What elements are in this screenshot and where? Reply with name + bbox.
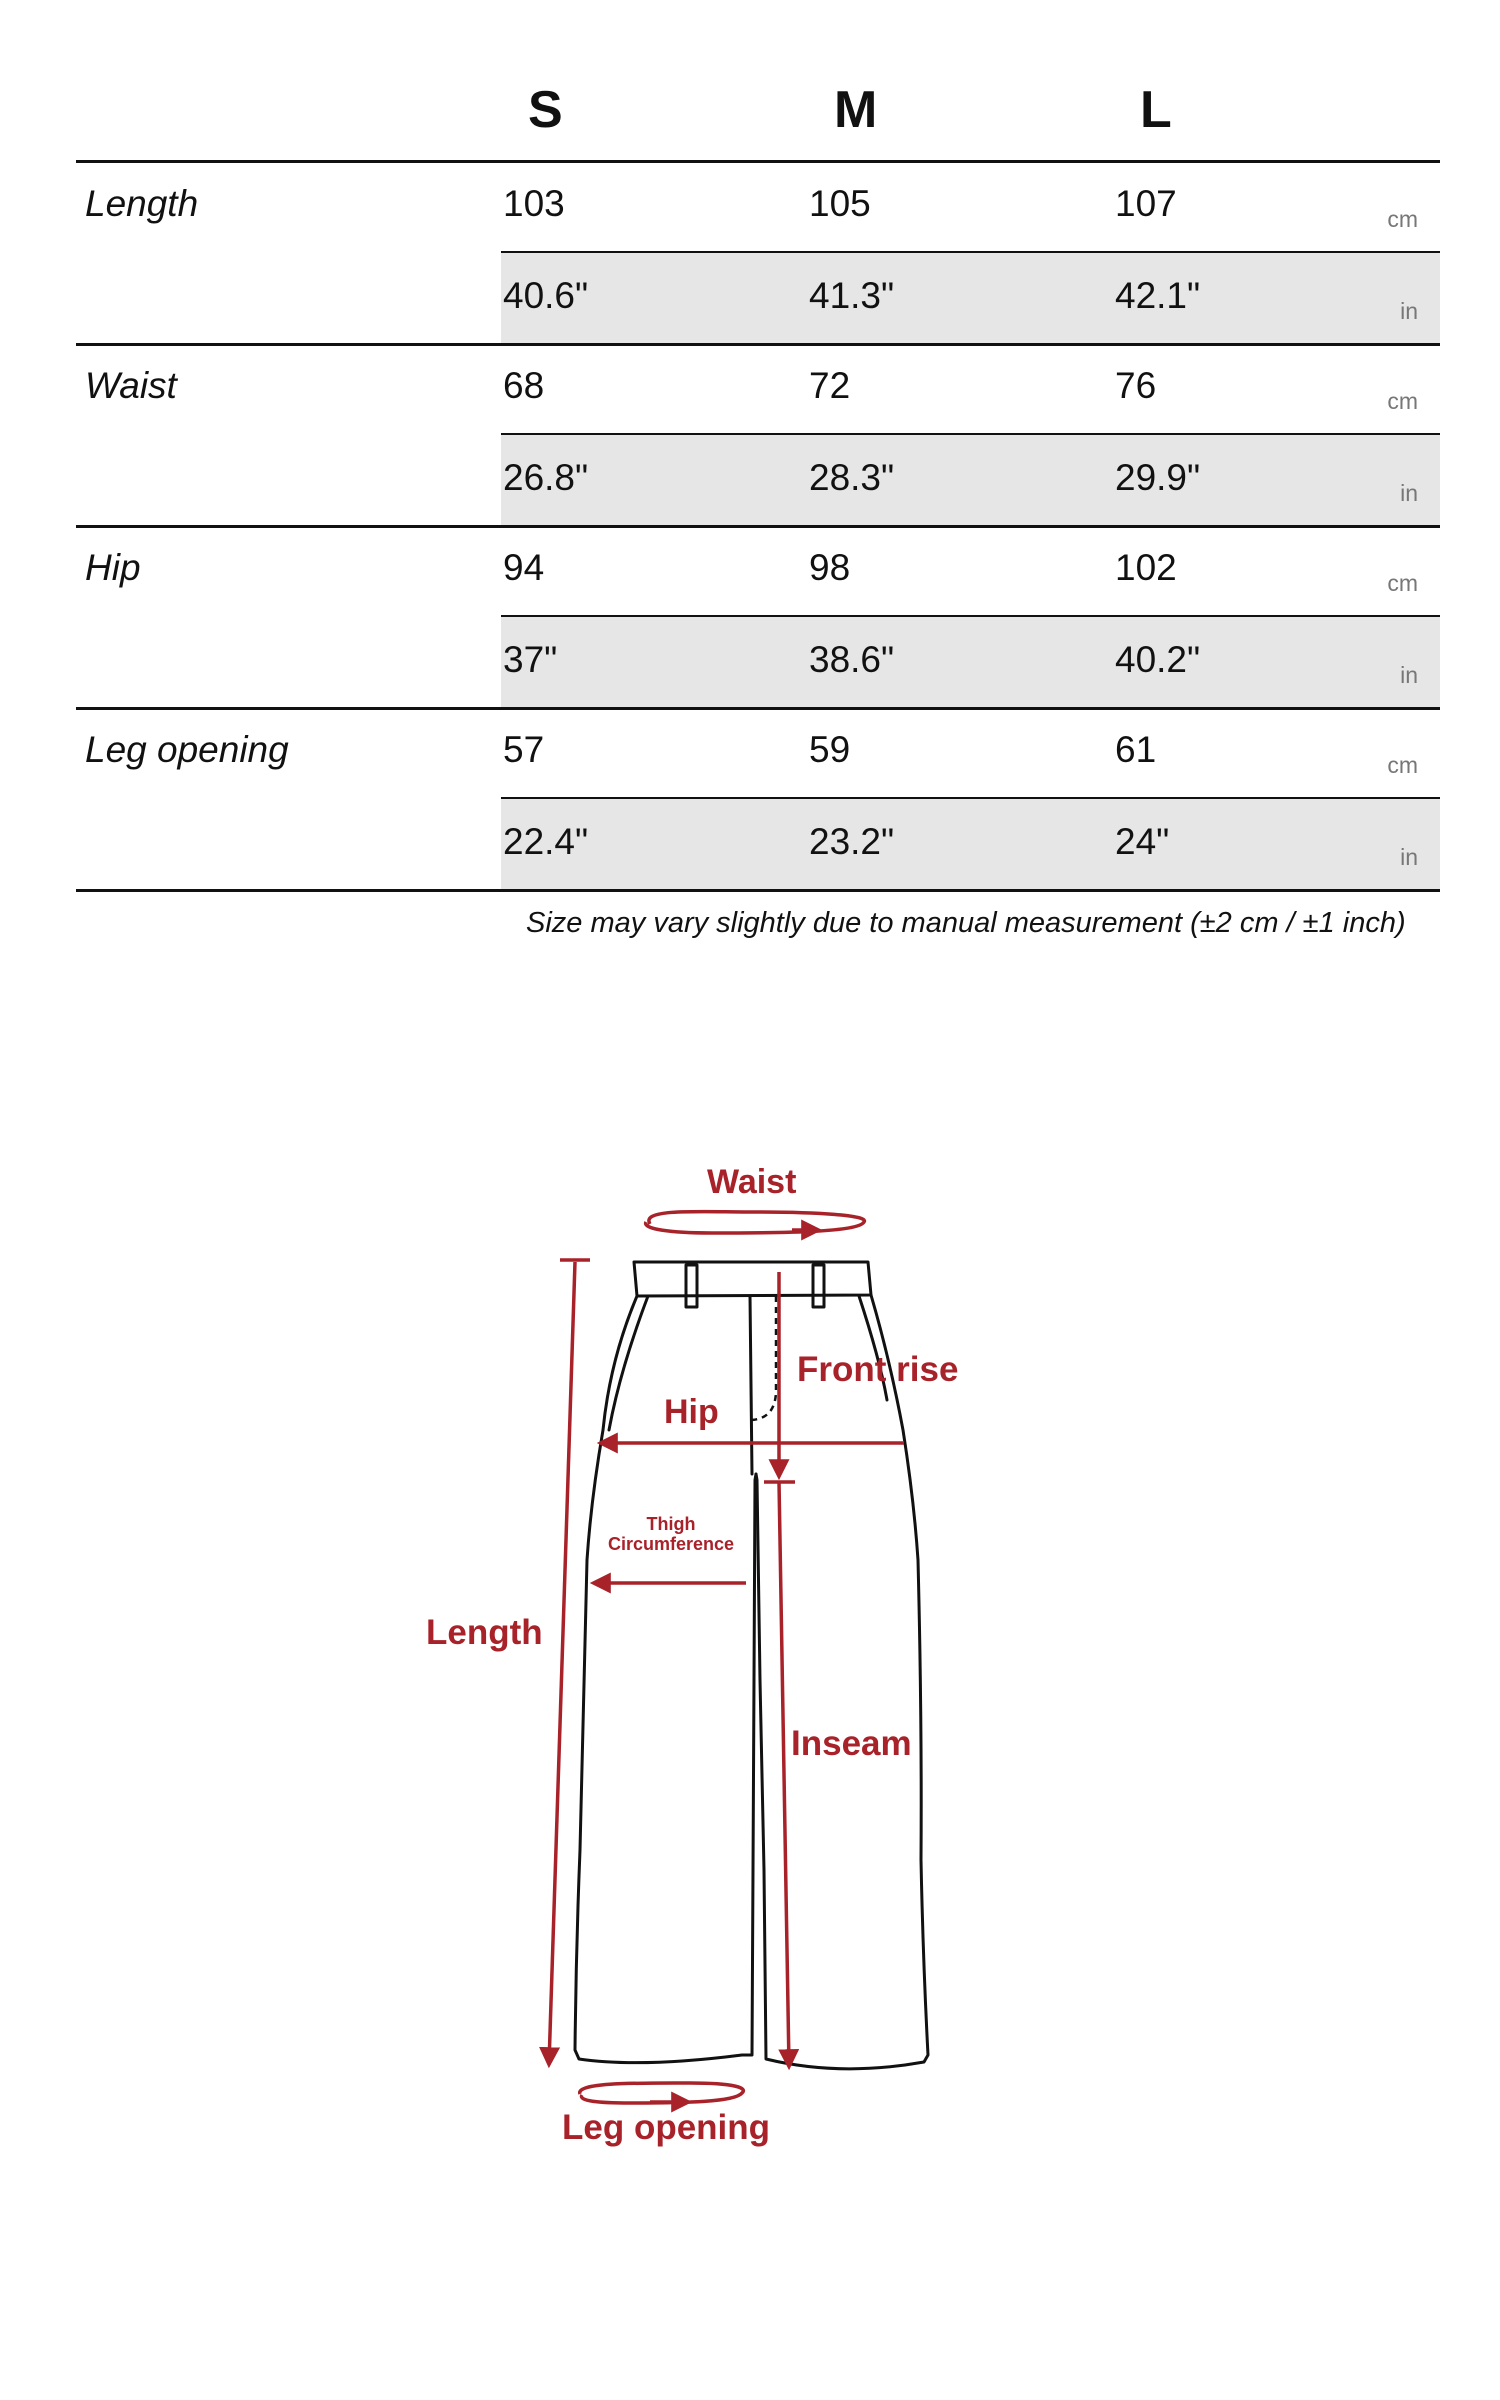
leg-opening-l-in: 24" — [1115, 821, 1170, 862]
leg-opening-diagram-label: Leg opening — [562, 2108, 771, 2147]
length-cm-row — [501, 161, 1440, 254]
size-s-header: S — [528, 81, 563, 139]
waist-m-in: 28.3" — [809, 457, 895, 498]
length-row-group — [76, 161, 1440, 346]
length-s-in: 40.6" — [503, 275, 589, 316]
length-m-in: 41.3" — [809, 275, 895, 316]
measurement-marks — [549, 1212, 904, 2103]
hip-in-row — [501, 617, 1440, 707]
in-unit-label: in — [1400, 480, 1418, 506]
in-unit-label: in — [1400, 298, 1418, 324]
length-m-cm: 105 — [809, 183, 871, 224]
waist-l-in: 29.9" — [1115, 457, 1201, 498]
fly-seam — [750, 1296, 752, 1474]
leg-opening-s-in: 22.4" — [503, 821, 589, 862]
pants-measurement-diagram — [0, 1150, 1500, 2230]
waist-s-cm: 68 — [503, 365, 545, 406]
leg-opening-label: Leg opening — [85, 729, 289, 770]
hip-row-group — [76, 525, 1440, 710]
hip-m-in: 38.6" — [809, 639, 895, 680]
waistband — [634, 1262, 871, 1296]
length-in-row — [501, 253, 1440, 343]
cm-unit-label: cm — [1387, 752, 1418, 778]
leg-opening-cm-row — [501, 707, 1440, 800]
thigh-label-line1: Thigh — [646, 1514, 696, 1534]
waist-in-row — [501, 435, 1440, 525]
fly-stitching — [752, 1296, 776, 1420]
pants-illustration — [0, 1150, 1500, 2230]
leg-opening-loop — [580, 2083, 744, 2103]
leg-opening-m-cm: 59 — [809, 729, 851, 770]
length-s-cm: 103 — [503, 183, 565, 224]
inseam-diagram-label: Inseam — [791, 1724, 912, 1763]
length-l-in: 42.1" — [1115, 275, 1201, 316]
leg-opening-l-cm: 61 — [1115, 729, 1157, 770]
leg-opening-in-row — [501, 799, 1440, 889]
size-l-header: L — [1140, 81, 1172, 139]
hip-l-cm: 102 — [1115, 547, 1177, 588]
hip-m-cm: 98 — [809, 547, 851, 588]
leg-opening-m-in: 23.2" — [809, 821, 895, 862]
inseam-arrow — [779, 1482, 789, 2066]
cm-unit-label: cm — [1387, 388, 1418, 414]
hip-cm-row — [501, 525, 1440, 618]
in-unit-label: in — [1400, 662, 1418, 688]
hip-s-cm: 94 — [503, 547, 545, 588]
thigh-circumference-label — [608, 1514, 734, 1554]
waist-s-in: 26.8" — [503, 457, 589, 498]
waist-loop — [646, 1212, 865, 1233]
belt-loop-left — [686, 1265, 697, 1307]
waist-l-cm: 76 — [1115, 365, 1157, 406]
thigh-label-line2: Circumference — [608, 1534, 735, 1554]
waist-m-cm: 72 — [809, 365, 851, 406]
hip-label: Hip — [85, 547, 141, 588]
cm-unit-label: cm — [1387, 206, 1418, 232]
waist-diagram-label: Waist — [707, 1163, 797, 1201]
cm-unit-label: cm — [1387, 570, 1418, 596]
in-unit-label: in — [1400, 844, 1418, 870]
length-arrow — [549, 1262, 575, 2064]
leg-opening-s-cm: 57 — [503, 729, 545, 770]
length-diagram-label: Length — [426, 1613, 543, 1652]
hip-s-in: 37" — [503, 639, 558, 680]
waist-label: Waist — [85, 365, 177, 406]
measurement-note: Size may vary slightly due to manual measurement (±2 cm / ±1 inch) — [526, 907, 1406, 939]
belt-loop-right — [813, 1265, 824, 1307]
hip-l-in: 40.2" — [1115, 639, 1201, 680]
size-m-header: M — [834, 81, 878, 139]
front-rise-diagram-label: Front rise — [797, 1350, 959, 1389]
waist-row-group — [76, 343, 1440, 528]
leg-opening-row-group — [76, 707, 1440, 892]
size-header-row — [76, 70, 1440, 163]
length-l-cm: 107 — [1115, 183, 1177, 224]
length-label: Length — [85, 183, 199, 224]
hip-diagram-label: Hip — [664, 1393, 719, 1431]
waist-cm-row — [501, 343, 1440, 436]
